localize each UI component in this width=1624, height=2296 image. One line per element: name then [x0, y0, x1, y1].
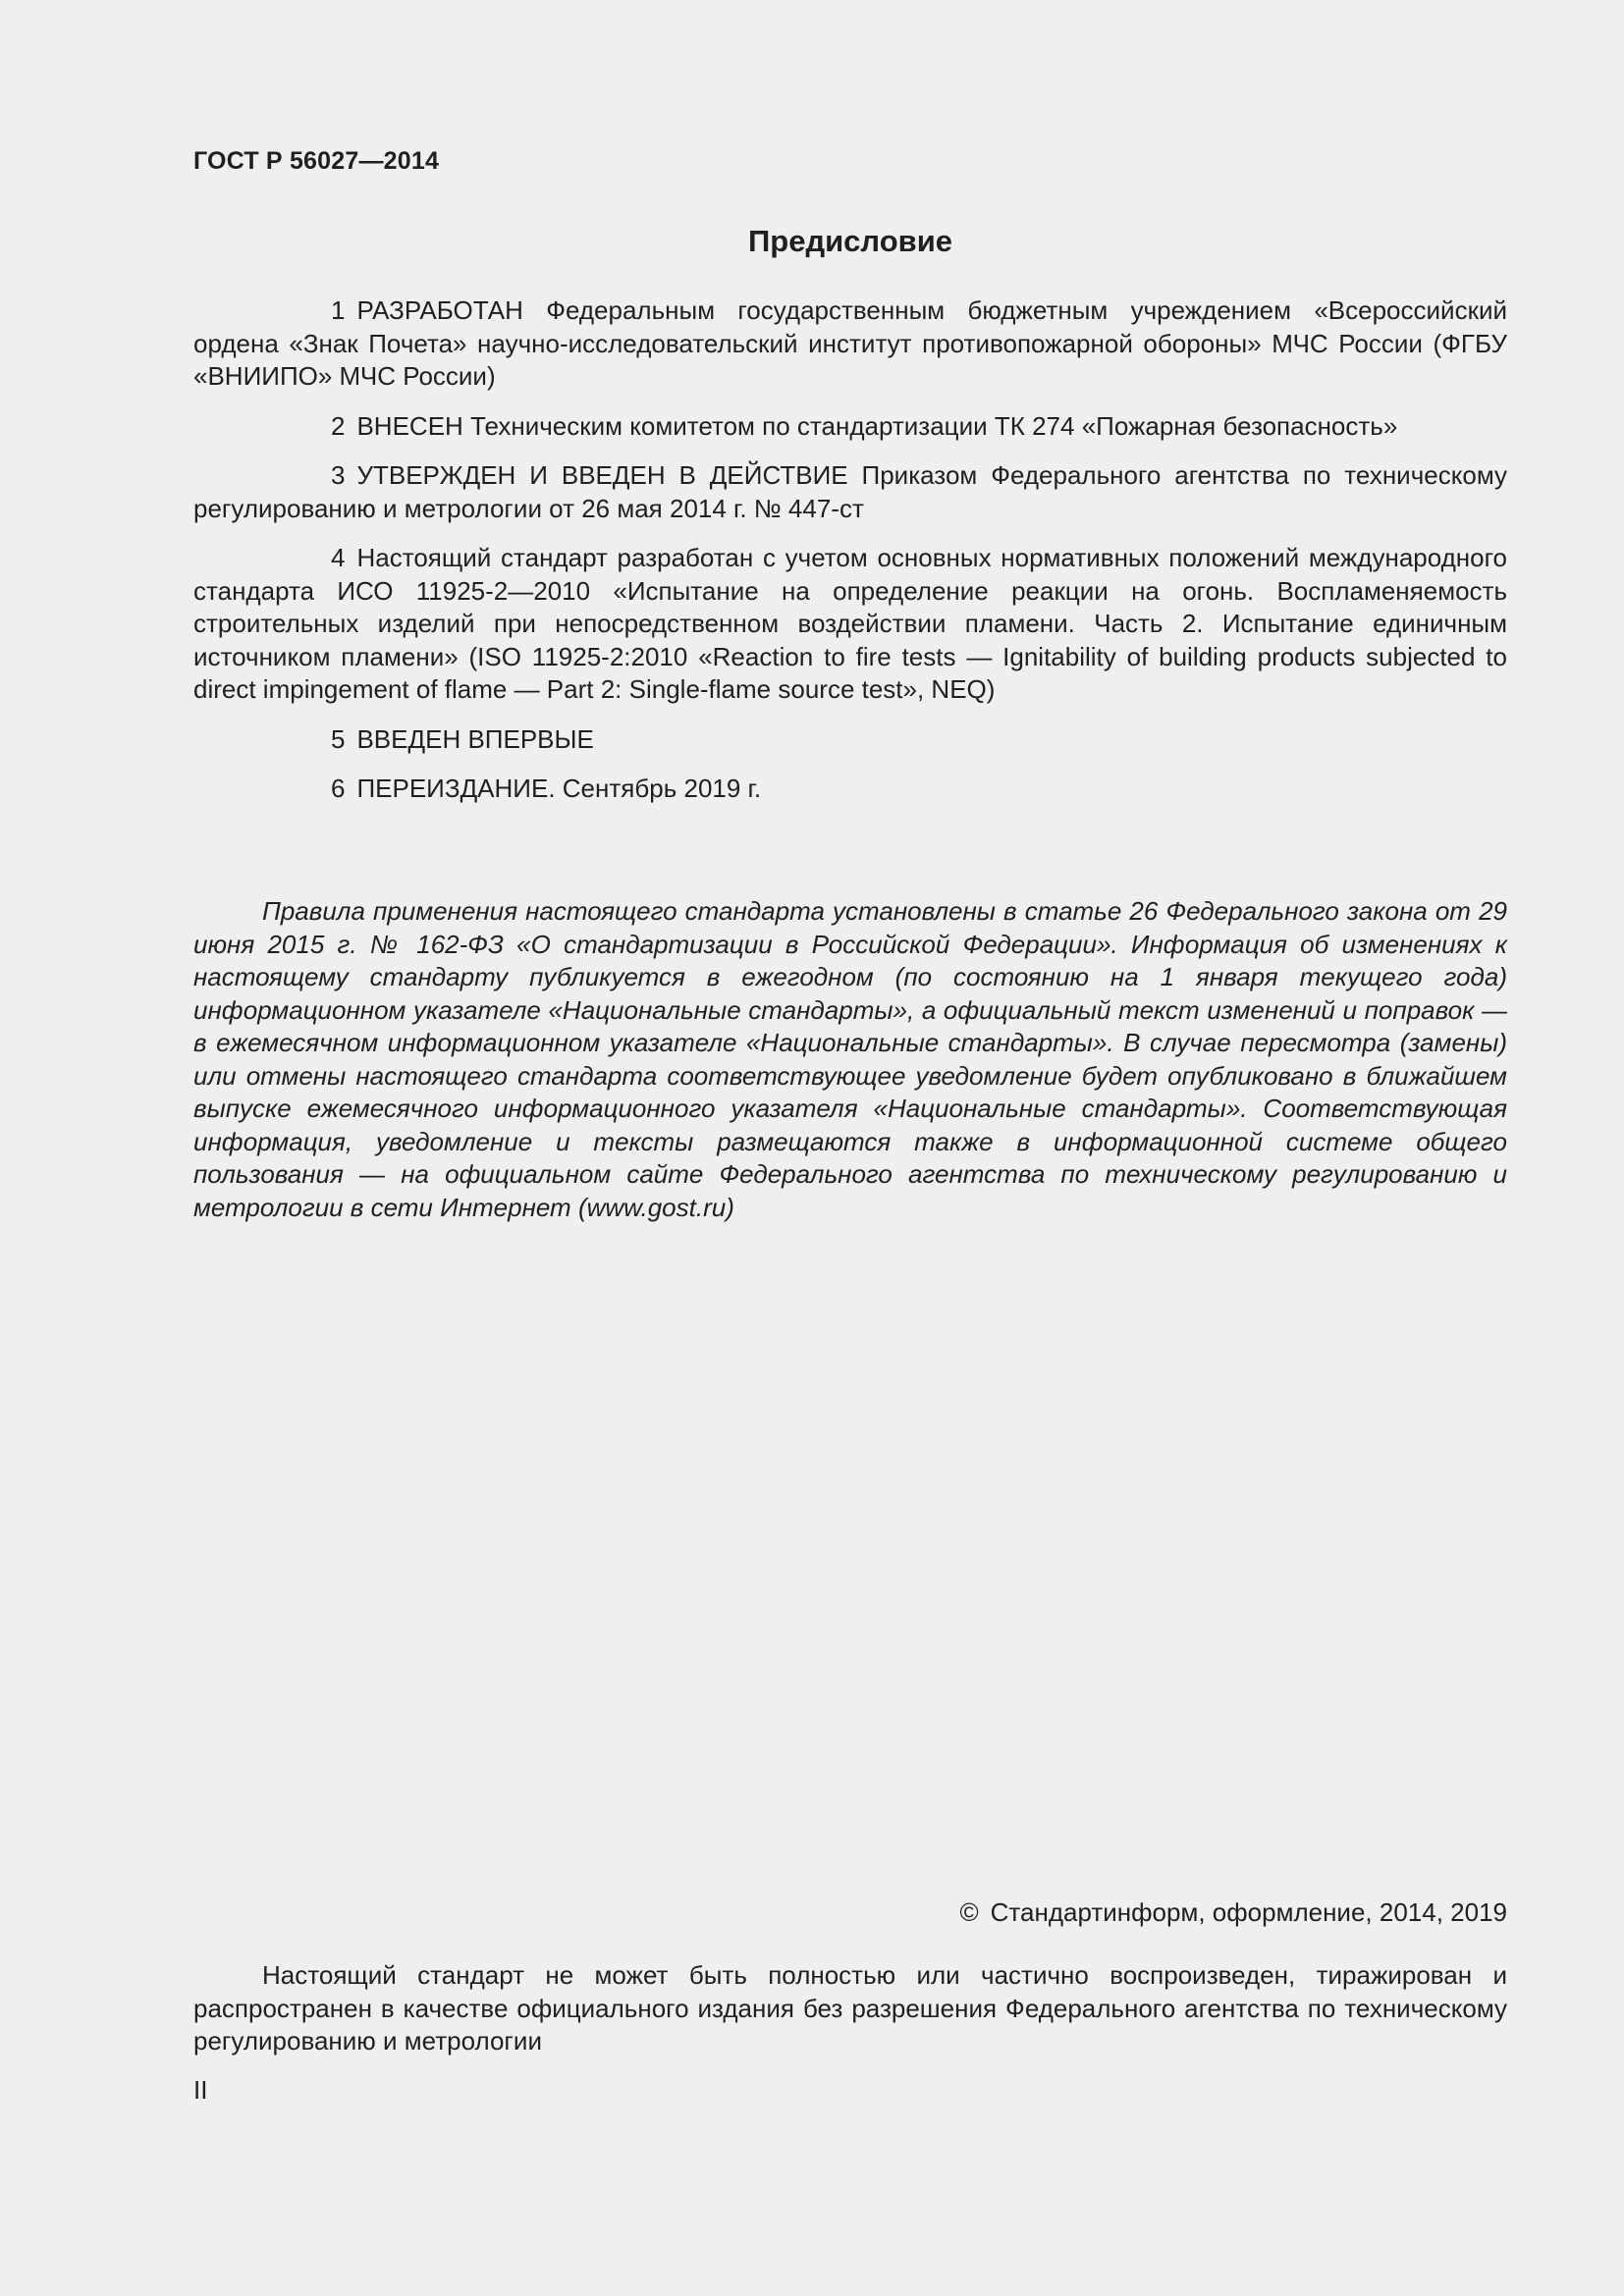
preface-item-text: РАЗРАБОТАН Федеральным государственным бюджетным учреждением «Всероссийский ордена «Знак Почета» научно-исследовательский институт противопожарной обороны» МЧС России (ФГБУ «ВНИИПО» МЧС России) [193, 295, 1507, 391]
preface-item-text: УТВЕРЖДЕН И ВВЕДЕН В ДЕЙСТВИЕ Приказом Федерального агентства по техническому регулированию и метрологии от 26 мая 2014 г. № 447-ст [193, 460, 1507, 523]
preface-items [193, 294, 1507, 823]
preface-item-text: ВВЕДЕН ВПЕРВЫЕ [356, 723, 594, 754]
preface-item-number: 5 [331, 723, 346, 754]
reproduction-notice [193, 1959, 1507, 2058]
preface-item-text: ВНЕСЕН Техническим комитетом по стандартизации ТК 274 «Пожарная безопасность» [356, 410, 1398, 441]
preface-item-5 [193, 723, 1507, 757]
preface-item-6 [193, 773, 1507, 806]
preface-item-number: 1 [331, 295, 346, 325]
preface-item-1 [193, 294, 1507, 394]
document-code: ГОСТ Р 56027—2014 [193, 147, 440, 175]
preface-item-number: 3 [331, 460, 346, 490]
copyright-line [193, 1896, 1507, 1929]
page-number: II [193, 2075, 208, 2105]
preface-item-number: 2 [331, 410, 346, 441]
application-rules-text: Правила применения настоящего стандарта установлены в статье 26 Федерального закона от 29 июня 2015 г. № 162-ФЗ «О стандартизации в Российской Федерации». Информация об изменениях к настоящему стандарту публикуется в ежегодном (по состоянию на 1 января текущего года) информационном указателе «Национальные стандарты», а официальный текст изменений и поправок — в ежемесячном информационном указателе «Национальные стандарты». В случае пересмотра (замены) или отмены настоящего стандарта соответствующее уведомление будет опубликовано в ближайшем выпуске ежемесячного информационного указателя «Национальные стандарты». Соответствующая информация, уведомление и тексты размещаются также в информационной системе общего пользования — на официальном сайте Федерального агентства по техническому регулированию и метрологии в сети Интернет (www.gost.ru) [193, 896, 1507, 1222]
preface-item-text: ПЕРЕИЗДАНИЕ. Сентябрь 2019 г. [356, 774, 762, 803]
preface-item-text: Настоящий стандарт разработан с учетом основных нормативных положений международного стандарта ИСО 11925-2—2010 «Испытание на определение реакции на огонь. Воспламеняемость строительных изделий при непосредственном воздействии пламени. Часть 2. Испытание единичным источником пламени» (ISO 11925-2:2010 «Reaction to fire tests — Ignitability of building products subjected to direct impingement of flame — Part 2: Single-flame source test», NEQ) [193, 543, 1507, 704]
preface-item-3 [193, 459, 1507, 525]
reproduction-notice-text: Настоящий стандарт не может быть полностью или частично воспроизведен, тиражирован и распространен в качестве официального издания без разрешения Федерального агентства по техническому регулированию и метрологии [193, 1960, 1507, 2056]
copyright-text: Стандартинформ, оформление, 2014, 2019 [990, 1897, 1507, 1927]
preface-item-number: 4 [331, 543, 346, 572]
preface-item-4 [193, 542, 1507, 707]
application-rules-notice [193, 895, 1507, 1224]
preface-item-number: 6 [331, 774, 346, 803]
preface-item-2 [193, 410, 1507, 444]
copyright-icon: © [959, 1897, 979, 1927]
preface-title: Предисловие [747, 224, 952, 258]
